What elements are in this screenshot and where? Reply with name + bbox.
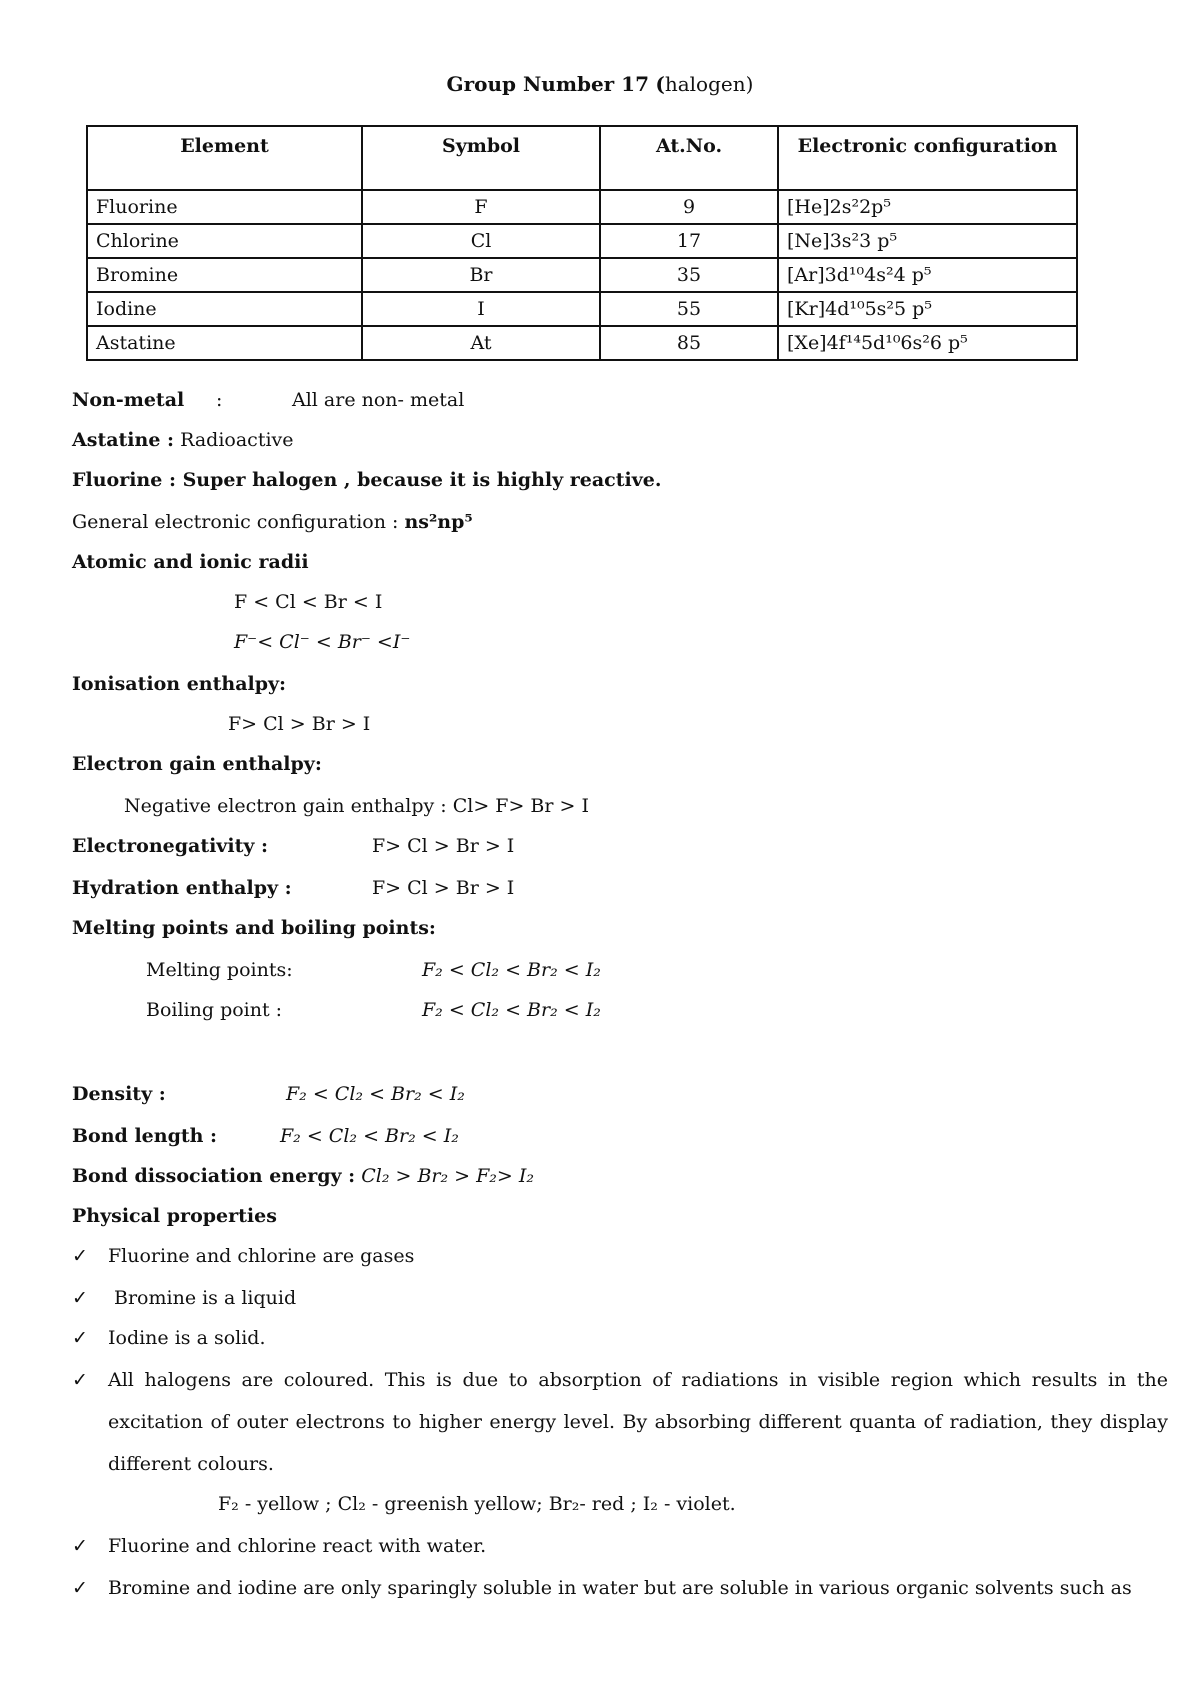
bullet-liquid: Bromine is a liquid (114, 1287, 297, 1309)
page-title (0, 72, 1200, 96)
nonmetal-value: All are non- metal (292, 389, 465, 411)
bond-length-label: Bond length : (72, 1125, 218, 1147)
gen-config-value: ns²np⁵ (404, 511, 473, 533)
title-paren: ( (655, 72, 665, 96)
title-sub: halogen) (664, 72, 754, 96)
bullet-coloured: All halogens are coloured. This is due to absorption of radiations in visible region which results in the excitation of outer electrons to higher energy level. By absorbing different quanta of radiation, they display different colours. (108, 1369, 1168, 1475)
ie-order: F> Cl > Br > I (228, 713, 371, 735)
nonmetal-colon: : (216, 389, 223, 411)
astatine-label: Astatine : (72, 429, 175, 451)
cell-config: [Kr]4d¹⁰5s²5 p⁵ (778, 292, 1077, 326)
table-row (87, 224, 1077, 258)
bde-order: Cl₂ > Br₂ > F₂> I₂ (361, 1165, 534, 1187)
bde-line (72, 1165, 534, 1187)
bullet-solubility: Bromine and iodine are only sparingly soluble in water but are soluble in various organic solvents such as (108, 1577, 1132, 1599)
bullet-gases: Fluorine and chlorine are gases (108, 1245, 415, 1267)
bullet-water: Fluorine and chlorine react with water. (108, 1535, 487, 1557)
check-icon: ✓ (72, 1327, 88, 1349)
fluorine-line: Fluorine : Super halogen , because it is highly reactive. (72, 469, 662, 491)
mp-label: Melting points: (146, 959, 293, 981)
density-order: F₂ < Cl₂ < Br₂ < I₂ (286, 1083, 465, 1105)
title-main: Group Number 17 (446, 72, 650, 96)
table-row (87, 326, 1077, 360)
eg-order: Negative electron gain enthalpy : Cl> F> Br > I (124, 795, 589, 817)
cell-atno: 55 (600, 292, 778, 326)
hyd-order: F> Cl > Br > I (372, 877, 515, 899)
cell-symbol: I (362, 292, 600, 326)
gen-config-line (72, 511, 473, 533)
check-icon: ✓ (72, 1245, 88, 1267)
check-icon: ✓ (72, 1369, 88, 1391)
check-icon: ✓ (72, 1535, 88, 1557)
halogen-table (86, 125, 1078, 361)
cell-atno: 17 (600, 224, 778, 258)
cell-symbol: F (362, 190, 600, 224)
cell-element: Iodine (87, 292, 362, 326)
cell-config: [Ne]3s²3 p⁵ (778, 224, 1077, 258)
nonmetal-label: Non-metal (72, 389, 185, 411)
en-label: Electronegativity : (72, 835, 269, 857)
en-order: F> Cl > Br > I (372, 835, 515, 857)
cell-atno: 85 (600, 326, 778, 360)
table-row (87, 190, 1077, 224)
radii-heading: Atomic and ionic radii (72, 551, 309, 573)
header-config: Electronic configuration (778, 126, 1077, 190)
density-label: Density : (72, 1083, 166, 1105)
cell-symbol: Cl (362, 224, 600, 258)
header-element: Element (87, 126, 362, 190)
cell-config: [Ar]3d¹⁰4s²4 p⁵ (778, 258, 1077, 292)
header-atno: At.No. (600, 126, 778, 190)
check-icon: ✓ (72, 1577, 88, 1599)
header-symbol: Symbol (362, 126, 600, 190)
radii-ionic-order: F⁻< Cl⁻ < Br⁻ <I⁻ (234, 631, 411, 653)
cell-symbol: Br (362, 258, 600, 292)
mpbp-heading: Melting points and boiling points: (72, 917, 436, 939)
table-header-row (87, 126, 1077, 190)
check-icon: ✓ (72, 1287, 88, 1309)
table-row (87, 292, 1077, 326)
cell-element: Fluorine (87, 190, 362, 224)
astatine-value: Radioactive (180, 429, 294, 451)
cell-symbol: At (362, 326, 600, 360)
gen-config-label: General electronic configuration : (72, 511, 399, 533)
cell-atno: 9 (600, 190, 778, 224)
astatine-line (72, 429, 294, 451)
cell-element: Chlorine (87, 224, 362, 258)
bp-label: Boiling point : (146, 999, 283, 1021)
bde-label: Bond dissociation energy : (72, 1165, 356, 1187)
bp-order: F₂ < Cl₂ < Br₂ < I₂ (422, 999, 601, 1021)
bullet-solid: Iodine is a solid. (108, 1327, 266, 1349)
eg-heading: Electron gain enthalpy: (72, 753, 322, 775)
ie-heading: Ionisation enthalpy: (72, 673, 287, 695)
bond-length-order: F₂ < Cl₂ < Br₂ < I₂ (280, 1125, 459, 1147)
cell-config: [Xe]4f¹⁴5d¹⁰6s²6 p⁵ (778, 326, 1077, 360)
mp-order: F₂ < Cl₂ < Br₂ < I₂ (422, 959, 601, 981)
colours-line: F₂ - yellow ; Cl₂ - greenish yellow; Br₂- red ; I₂ - violet. (218, 1493, 736, 1515)
table-row (87, 258, 1077, 292)
cell-atno: 35 (600, 258, 778, 292)
cell-config: [He]2s²2p⁵ (778, 190, 1077, 224)
cell-element: Astatine (87, 326, 362, 360)
cell-element: Bromine (87, 258, 362, 292)
radii-atomic-order: F < Cl < Br < I (234, 591, 383, 613)
phys-heading: Physical properties (72, 1205, 277, 1227)
hyd-label: Hydration enthalpy : (72, 877, 292, 899)
